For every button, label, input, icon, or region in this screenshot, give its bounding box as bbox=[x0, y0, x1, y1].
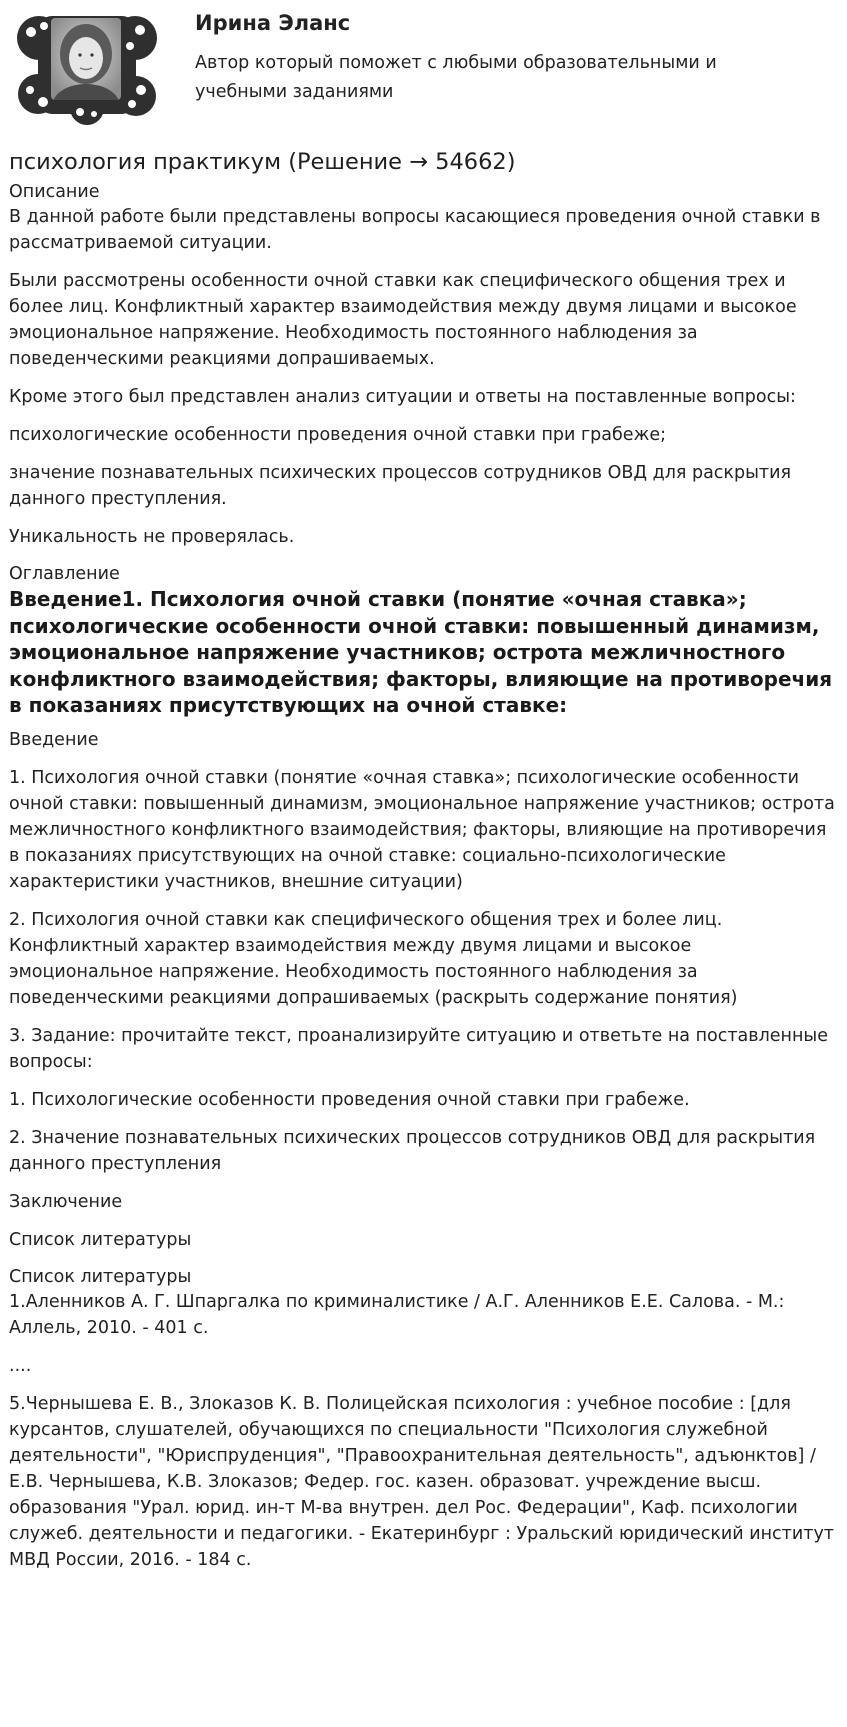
description-paragraph: Уникальность не проверялась. bbox=[9, 527, 295, 547]
author-info bbox=[195, 10, 795, 107]
toc-heading: Введение1. Психология очной ставки (понятие «очная ставка»; психологические особенности очной ставки: повышенный динамизм, эмоциональное напряжение участников; острота межличностного конфликтного взаимодействия; факторы, влияющие на противоречия в показаниях присутствующих на очной ставке: bbox=[9, 587, 833, 717]
toc-item: 2. Психология очной ставки как специфического общения трех и более лиц. Конфликтный характер взаимодействия между двумя лицами и высокое эмоциональное напряжение. Необходимость постоянного наблюдения за поведенческими реакциями допрашиваемых (раскрыть содержание понятия) bbox=[9, 909, 738, 1008]
author-card bbox=[9, 0, 837, 148]
toc-item: Заключение bbox=[9, 1191, 123, 1212]
toc-item: 1. Психологические особенности проведения очной ставки при грабеже. bbox=[9, 1089, 690, 1110]
avatar-frame-image bbox=[16, 8, 158, 126]
bibliography-item: .... bbox=[9, 1355, 32, 1376]
toc-item: 2. Значение познавательных психических процессов сотрудников ОВД для раскрытия данного преступления bbox=[9, 1127, 816, 1174]
bibliography-item: 1.Аленников А. Г. Шпаргалка по криминалистике / А.Г. Аленников Е.Е. Салова. - М.: Аллель, 2010. - 401 с. bbox=[9, 1291, 785, 1338]
author-description: Автор который поможет с любыми образовательными и учебными заданиями bbox=[195, 53, 717, 102]
author-avatar[interactable] bbox=[16, 8, 158, 126]
description-paragraph: В данной работе были представлены вопросы касающиеся проведения очной ставки в рассматриваемой ситуации. bbox=[9, 207, 821, 253]
toc-item: Введение bbox=[9, 729, 99, 750]
bibliography-label: Список литературы bbox=[9, 1266, 192, 1287]
toc-item: 3. Задание: прочитайте текст, проанализируйте ситуацию и ответьте на поставленные вопросы: bbox=[9, 1025, 829, 1072]
description-label: Описание bbox=[9, 182, 100, 202]
document-title: психология практикум (Решение → 54662) bbox=[9, 149, 516, 175]
description-paragraph: психологические особенности проведения очной ставки при грабеже; bbox=[9, 425, 666, 445]
description-paragraph: значение познавательных психических процессов сотрудников ОВД для раскрытия данного преступления. bbox=[9, 463, 792, 509]
toc-label: Оглавление bbox=[9, 564, 120, 584]
author-name[interactable]: Ирина Эланс bbox=[195, 11, 351, 35]
bibliography-item: 5.Чернышева Е. В., Злоказов К. В. Полицейская психология : учебное пособие : [для курсантов, слушателей, обучающихся по специальности "Психология служебной деятельности", "Юриспруденция", "Правоохранительная деятельность", адъюнктов] / Е.В. Чернышева, К.В. Злоказов; Федер. гос. казен. образоват. учреждение высш. образования "Урал. юрид. ин-т М-ва внутрен. дел Рос. Федерации", Каф. психологии служеб. деятельности и педагогики. - Екатеринбург : Уральский юридический институт МВД России, 2016. - 184 с. bbox=[9, 1393, 834, 1570]
toc-item: 1. Психология очной ставки (понятие «очная ставка»; психологические особенности очной ставки: повышенный динамизм, эмоциональное напряжение участников; острота межличностного конфликтного взаимодействия; факторы, влияющие на противоречия в показаниях присутствующих на очной ставке: социально-психологические характеристики участников, внешние ситуации) bbox=[9, 767, 835, 892]
toc-item: Список литературы bbox=[9, 1229, 192, 1250]
description-paragraph: Были рассмотрены особенности очной ставки как специфического общения трех и более лиц. Конфликтный характер взаимодействия между двумя лицами и высокое эмоциональное напряжение. Необходимость постоянного наблюдения за поведенческими реакциями допрашиваемых. bbox=[9, 271, 797, 369]
description-paragraph: Кроме этого был представлен анализ ситуации и ответы на поставленные вопросы: bbox=[9, 387, 796, 407]
